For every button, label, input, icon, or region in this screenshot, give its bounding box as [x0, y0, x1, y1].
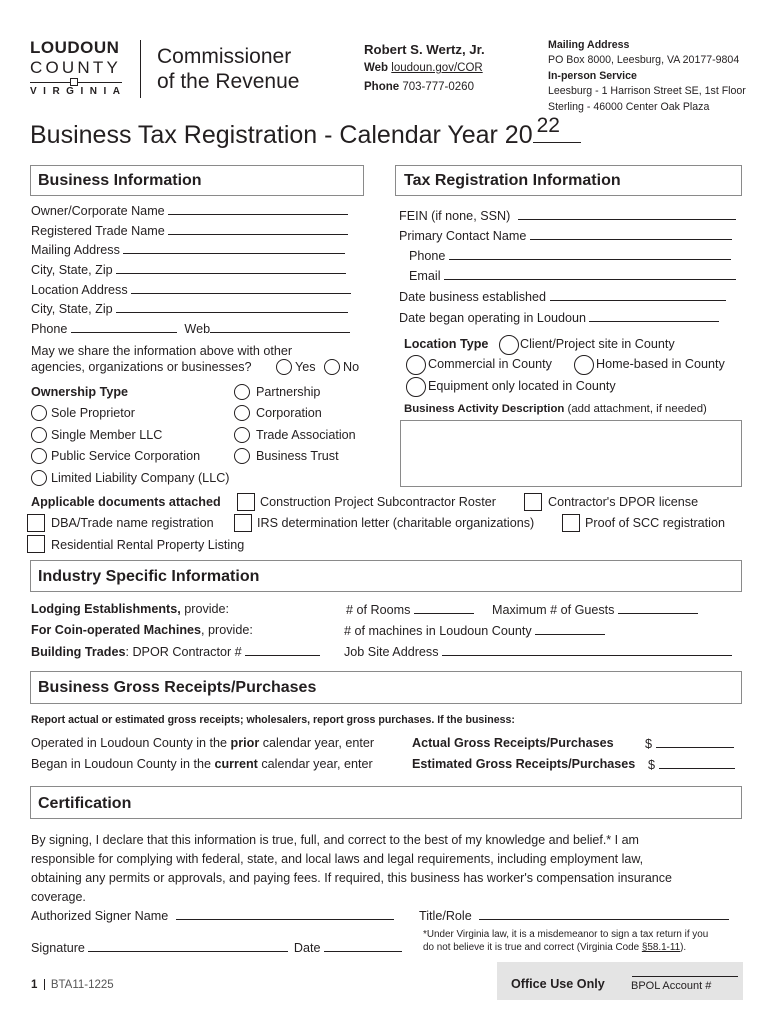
guests-field[interactable]	[618, 602, 698, 614]
city-state-zip-field[interactable]	[116, 262, 346, 274]
job-site-label: Job Site Address	[344, 645, 439, 659]
share-yes-label: Yes	[295, 360, 316, 374]
mailing-value: PO Box 8000, Leesburg, VA 20177-9804	[548, 54, 740, 67]
footer-separator	[44, 979, 45, 990]
rooms-field[interactable]	[414, 602, 474, 614]
inperson-line1: Leesburg - 1 Harrison Street SE, 1st Floor	[548, 85, 746, 98]
llc-radio[interactable]	[31, 470, 47, 486]
dpor-checkbox[interactable]	[524, 493, 542, 511]
machines-label: # of machines in Loudoun County	[344, 624, 532, 638]
partnership-radio[interactable]	[234, 384, 250, 400]
lodging-label-rest: provide:	[180, 602, 230, 616]
contact-field[interactable]	[530, 228, 732, 240]
contact-phone-label: Phone	[409, 249, 446, 263]
industry-heading: Industry Specific Information	[38, 568, 260, 585]
receipts-heading: Business Gross Receipts/Purchases	[38, 679, 317, 696]
trade-name-field[interactable]	[168, 223, 348, 235]
partnership-label: Partnership	[256, 385, 321, 399]
construction-checkbox[interactable]	[237, 493, 255, 511]
date-field[interactable]	[324, 940, 402, 952]
location-address-label: Location Address	[31, 283, 128, 297]
lodging-label-bold: Lodging Establishments,	[31, 602, 181, 616]
phone-label-biz: Phone	[31, 322, 68, 336]
cert-line2: responsible for complying with federal, state, and local laws and legal requirements, including employment law,	[31, 852, 644, 866]
logo-county-line2: COUNTY	[30, 58, 121, 77]
row2-text-c: calendar year, enter	[257, 757, 373, 771]
legal-note-line2c: ).	[680, 942, 687, 953]
established-label: Date business established	[399, 290, 547, 304]
inperson-label: In-person Service	[548, 69, 637, 82]
title-role-field[interactable]	[479, 908, 729, 920]
cert-line4: coverage.	[31, 890, 86, 904]
llc-label: Limited Liability Company (LLC)	[51, 471, 230, 485]
corporation-radio[interactable]	[234, 405, 250, 421]
virginia-code-link[interactable]: §58.1-11	[641, 942, 681, 953]
fein-field[interactable]	[518, 208, 736, 220]
share-question-line1: May we share the information above with other	[31, 344, 293, 358]
phone-label: Phone	[364, 81, 400, 93]
home-based-label: Home-based in County	[596, 357, 725, 371]
signer-name-label: Authorized Signer Name	[31, 909, 169, 923]
coin-label-rest: , provide:	[201, 623, 253, 637]
logo-county-line3: VIRGINIA	[30, 86, 127, 97]
cert-line3: obtaining any permits or approvals, and paying fees. If required, this business has worker's compensation insurance	[31, 871, 672, 885]
location-city-field[interactable]	[116, 301, 348, 313]
email-field[interactable]	[444, 268, 736, 280]
coin-label-bold: For Coin-operated Machines	[31, 623, 202, 637]
dpor-label: Contractor's DPOR license	[548, 495, 699, 509]
share-no-label: No	[343, 360, 360, 374]
estimated-receipts-label: Estimated Gross Receipts/Purchases	[412, 757, 636, 771]
trade-assoc-label: Trade Association	[256, 428, 356, 442]
equipment-radio[interactable]	[406, 377, 426, 397]
rental-label: Residential Rental Property Listing	[51, 538, 245, 552]
share-yes-radio[interactable]	[276, 359, 292, 375]
signature-field[interactable]	[88, 940, 288, 952]
signer-name-field[interactable]	[176, 908, 394, 920]
commercial-label: Commercial in County	[428, 357, 552, 371]
city-state-zip-label: City, State, Zip	[31, 263, 113, 277]
activity-description-box[interactable]	[400, 420, 742, 487]
page-title-text: Business Tax Registration - Calendar Year 20	[30, 121, 533, 149]
dba-label: DBA/Trade name registration	[51, 516, 214, 530]
location-address-field[interactable]	[131, 282, 351, 294]
client-site-label: Client/Project site in County	[520, 337, 675, 351]
tax-info-heading: Tax Registration Information	[404, 172, 621, 189]
began-field[interactable]	[589, 310, 719, 322]
share-question-line2: agencies, organizations or businesses?	[31, 360, 252, 374]
certification-header	[30, 786, 742, 819]
bpol-label: BPOL Account #	[631, 980, 712, 992]
construction-label: Construction Project Subcontractor Roster	[260, 495, 496, 509]
year-value: 22	[536, 114, 560, 137]
business-info-heading: Business Information	[38, 172, 202, 189]
web-link[interactable]: loudoun.gov/COR	[391, 62, 483, 74]
row1-text-c: calendar year, enter	[259, 736, 375, 750]
trades-label-bold: Building Trades	[31, 645, 126, 659]
sole-proprietor-label: Sole Proprietor	[51, 406, 135, 420]
certification-heading: Certification	[38, 795, 132, 812]
activity-note: (add attachment, if needed)	[567, 403, 707, 415]
page-number: 1	[31, 979, 38, 991]
mailing-label: Mailing Address	[548, 39, 630, 51]
fein-label: FEIN (if none, SSN)	[399, 209, 511, 223]
date-label: Date	[293, 941, 321, 955]
trade-name-label: Registered Trade Name	[31, 224, 165, 238]
office-logo	[157, 44, 299, 94]
established-field[interactable]	[550, 289, 726, 301]
cert-line1: By signing, I declare that this information is true, full, and correct to the best of my knowledge and belief.* I am	[31, 833, 639, 847]
ownership-heading: Ownership Type	[31, 385, 129, 399]
logo-separator	[140, 40, 141, 98]
mailing-address-field[interactable]	[123, 242, 345, 254]
rooms-label: # of Rooms	[346, 603, 411, 617]
web-label: Web	[364, 62, 389, 74]
bpol-field[interactable]	[632, 976, 738, 977]
county-logo	[30, 38, 128, 100]
year-field[interactable]	[533, 114, 581, 143]
email-label: Email	[409, 269, 441, 283]
psc-radio[interactable]	[31, 448, 47, 464]
documents-label: Applicable documents attached	[31, 495, 221, 509]
job-site-field[interactable]	[442, 644, 732, 656]
rental-checkbox[interactable]	[27, 535, 45, 553]
phone-field[interactable]	[71, 321, 177, 333]
single-member-llc-radio[interactable]	[31, 427, 47, 443]
phone-value: 703-777-0260	[402, 81, 474, 93]
web-field[interactable]	[210, 321, 350, 333]
commissioner-name: Robert S. Wertz, Jr.	[364, 42, 485, 57]
page-title	[30, 114, 581, 150]
logo-seal-icon	[70, 78, 78, 86]
logo-county-line1: LOUDOUN	[30, 38, 120, 57]
sole-proprietor-radio[interactable]	[31, 405, 47, 421]
home-based-radio[interactable]	[574, 355, 594, 375]
estimated-receipts-field[interactable]	[659, 757, 735, 769]
contact-phone-field[interactable]	[449, 248, 731, 260]
web-label-biz: Web	[184, 322, 211, 336]
mailing-address-label: Mailing Address	[31, 243, 120, 257]
row1-text-a: Operated in Loudoun County in the	[31, 736, 231, 750]
legal-note-line2a: do not believe it is true and correct (Virginia Code	[423, 942, 642, 953]
began-label: Date began operating in Loudoun	[399, 311, 586, 325]
actual-dollar-sign: $	[645, 737, 653, 751]
row2-text-a: Began in Loudoun County in the	[31, 757, 215, 771]
client-site-radio[interactable]	[499, 335, 519, 355]
dpor-number-field[interactable]	[245, 644, 320, 656]
irs-checkbox[interactable]	[234, 514, 252, 532]
scc-checkbox[interactable]	[562, 514, 580, 532]
owner-field[interactable]	[168, 203, 348, 215]
psc-label: Public Service Corporation	[51, 449, 201, 463]
scc-label: Proof of SCC registration	[585, 516, 725, 530]
office-logo-line1: Commissioner	[157, 45, 292, 68]
activity-label: Business Activity Description	[404, 403, 565, 415]
estimated-dollar-sign: $	[648, 758, 656, 772]
inperson-line2: Sterling - 46000 Center Oak Plaza	[548, 100, 710, 113]
commercial-radio[interactable]	[406, 355, 426, 375]
business-trust-label: Business Trust	[256, 449, 339, 463]
actual-receipts-field[interactable]	[656, 736, 734, 748]
contact-label: Primary Contact Name	[399, 229, 527, 243]
guests-label: Maximum # of Guests	[492, 603, 615, 617]
row1-text-b: prior	[230, 736, 260, 750]
location-city-label: City, State, Zip	[31, 302, 113, 316]
dba-checkbox[interactable]	[27, 514, 45, 532]
irs-label: IRS determination letter (charitable organizations)	[257, 516, 535, 530]
business-trust-radio[interactable]	[234, 448, 250, 464]
trade-assoc-radio[interactable]	[234, 427, 250, 443]
owner-label: Owner/Corporate Name	[31, 204, 165, 218]
trades-label-rest: : DPOR Contractor #	[125, 645, 242, 659]
location-type-heading: Location Type	[404, 337, 489, 351]
equipment-label: Equipment only located in County	[428, 379, 616, 393]
corporation-label: Corporation	[256, 406, 322, 420]
row2-text-b: current	[214, 757, 258, 771]
actual-receipts-label: Actual Gross Receipts/Purchases	[412, 736, 614, 750]
signature-label: Signature	[31, 941, 85, 955]
single-member-llc-label: Single Member LLC	[51, 428, 163, 442]
legal-note-line1: *Under Virginia law, it is a misdemeanor to sign a tax return if you	[423, 929, 709, 940]
office-logo-line2: of the Revenue	[157, 70, 300, 93]
machines-field[interactable]	[535, 623, 605, 635]
form-code: BTA11-1225	[50, 979, 114, 991]
title-role-label: Title/Role	[419, 909, 472, 923]
office-use-label: Office Use Only	[511, 977, 605, 991]
share-no-radio[interactable]	[324, 359, 340, 375]
receipts-instruction: Report actual or estimated gross receipts; wholesalers, report gross purchases. If the business:	[31, 714, 515, 726]
